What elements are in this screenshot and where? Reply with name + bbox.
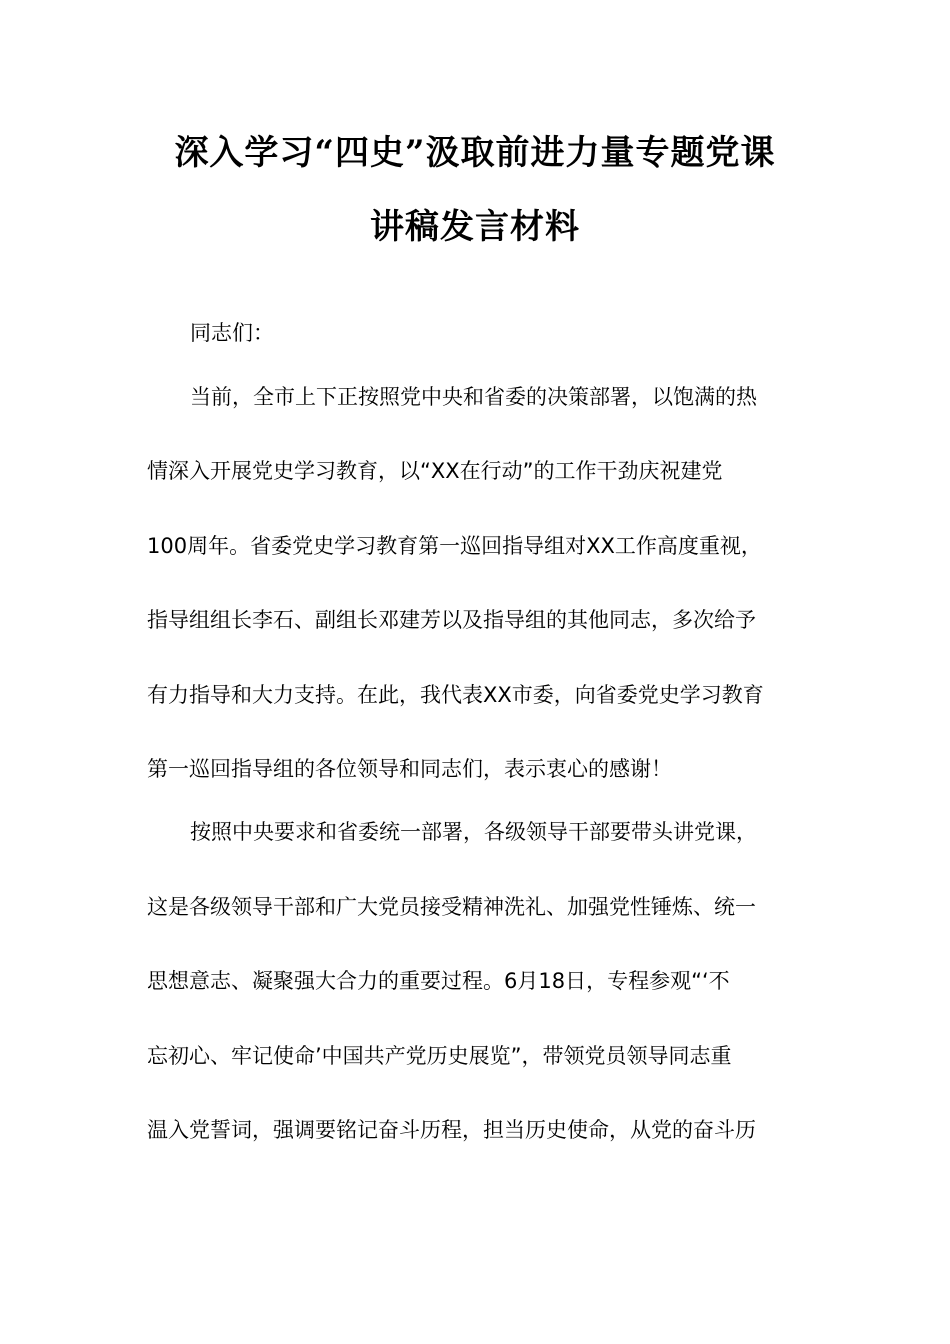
body-line: 第一巡回指导组的各位领导和同志们，表示衷心的感谢！ <box>147 757 672 781</box>
body-line: 忘初心、牢记使命’中国共产党历史展览”，带领党员领导同志重 <box>147 1044 732 1068</box>
body-line: 这是各级领导干部和广大党员接受精神洗礼、加强党性锤炼、统一 <box>147 895 756 919</box>
document-title-line-1: 深入学习“四史”汲取前进力量专题党课 <box>174 133 776 173</box>
body-line: 指导组组长李石、副组长邓建芳以及指导组的其他同志，多次给予 <box>147 608 756 632</box>
body-line: 温入党誓词，强调要铭记奋斗历程，担当历史使命，从党的奋斗历 <box>147 1118 756 1142</box>
body-line: 有力指导和大力支持。在此，我代表XX市委，向省委党史学习教育 <box>147 683 764 707</box>
document-title-line-2: 讲稿发言材料 <box>370 207 580 247</box>
body-line: 按照中央要求和省委统一部署，各级领导干部要带头讲党课， <box>190 820 757 844</box>
body-line: 情深入开展党史学习教育，以“XX在行动”的工作干劲庆祝建党 <box>147 459 723 483</box>
body-line: 思想意志、凝聚强大合力的重要过程。6月18日，专程参观“‘不 <box>147 969 730 993</box>
body-line: 100周年。省委党史学习教育第一巡回指导组对XX工作高度重视， <box>147 534 762 558</box>
salutation: 同志们： <box>190 321 274 345</box>
body-line: 当前，全市上下正按照党中央和省委的决策部署，以饱满的热 <box>190 385 757 409</box>
